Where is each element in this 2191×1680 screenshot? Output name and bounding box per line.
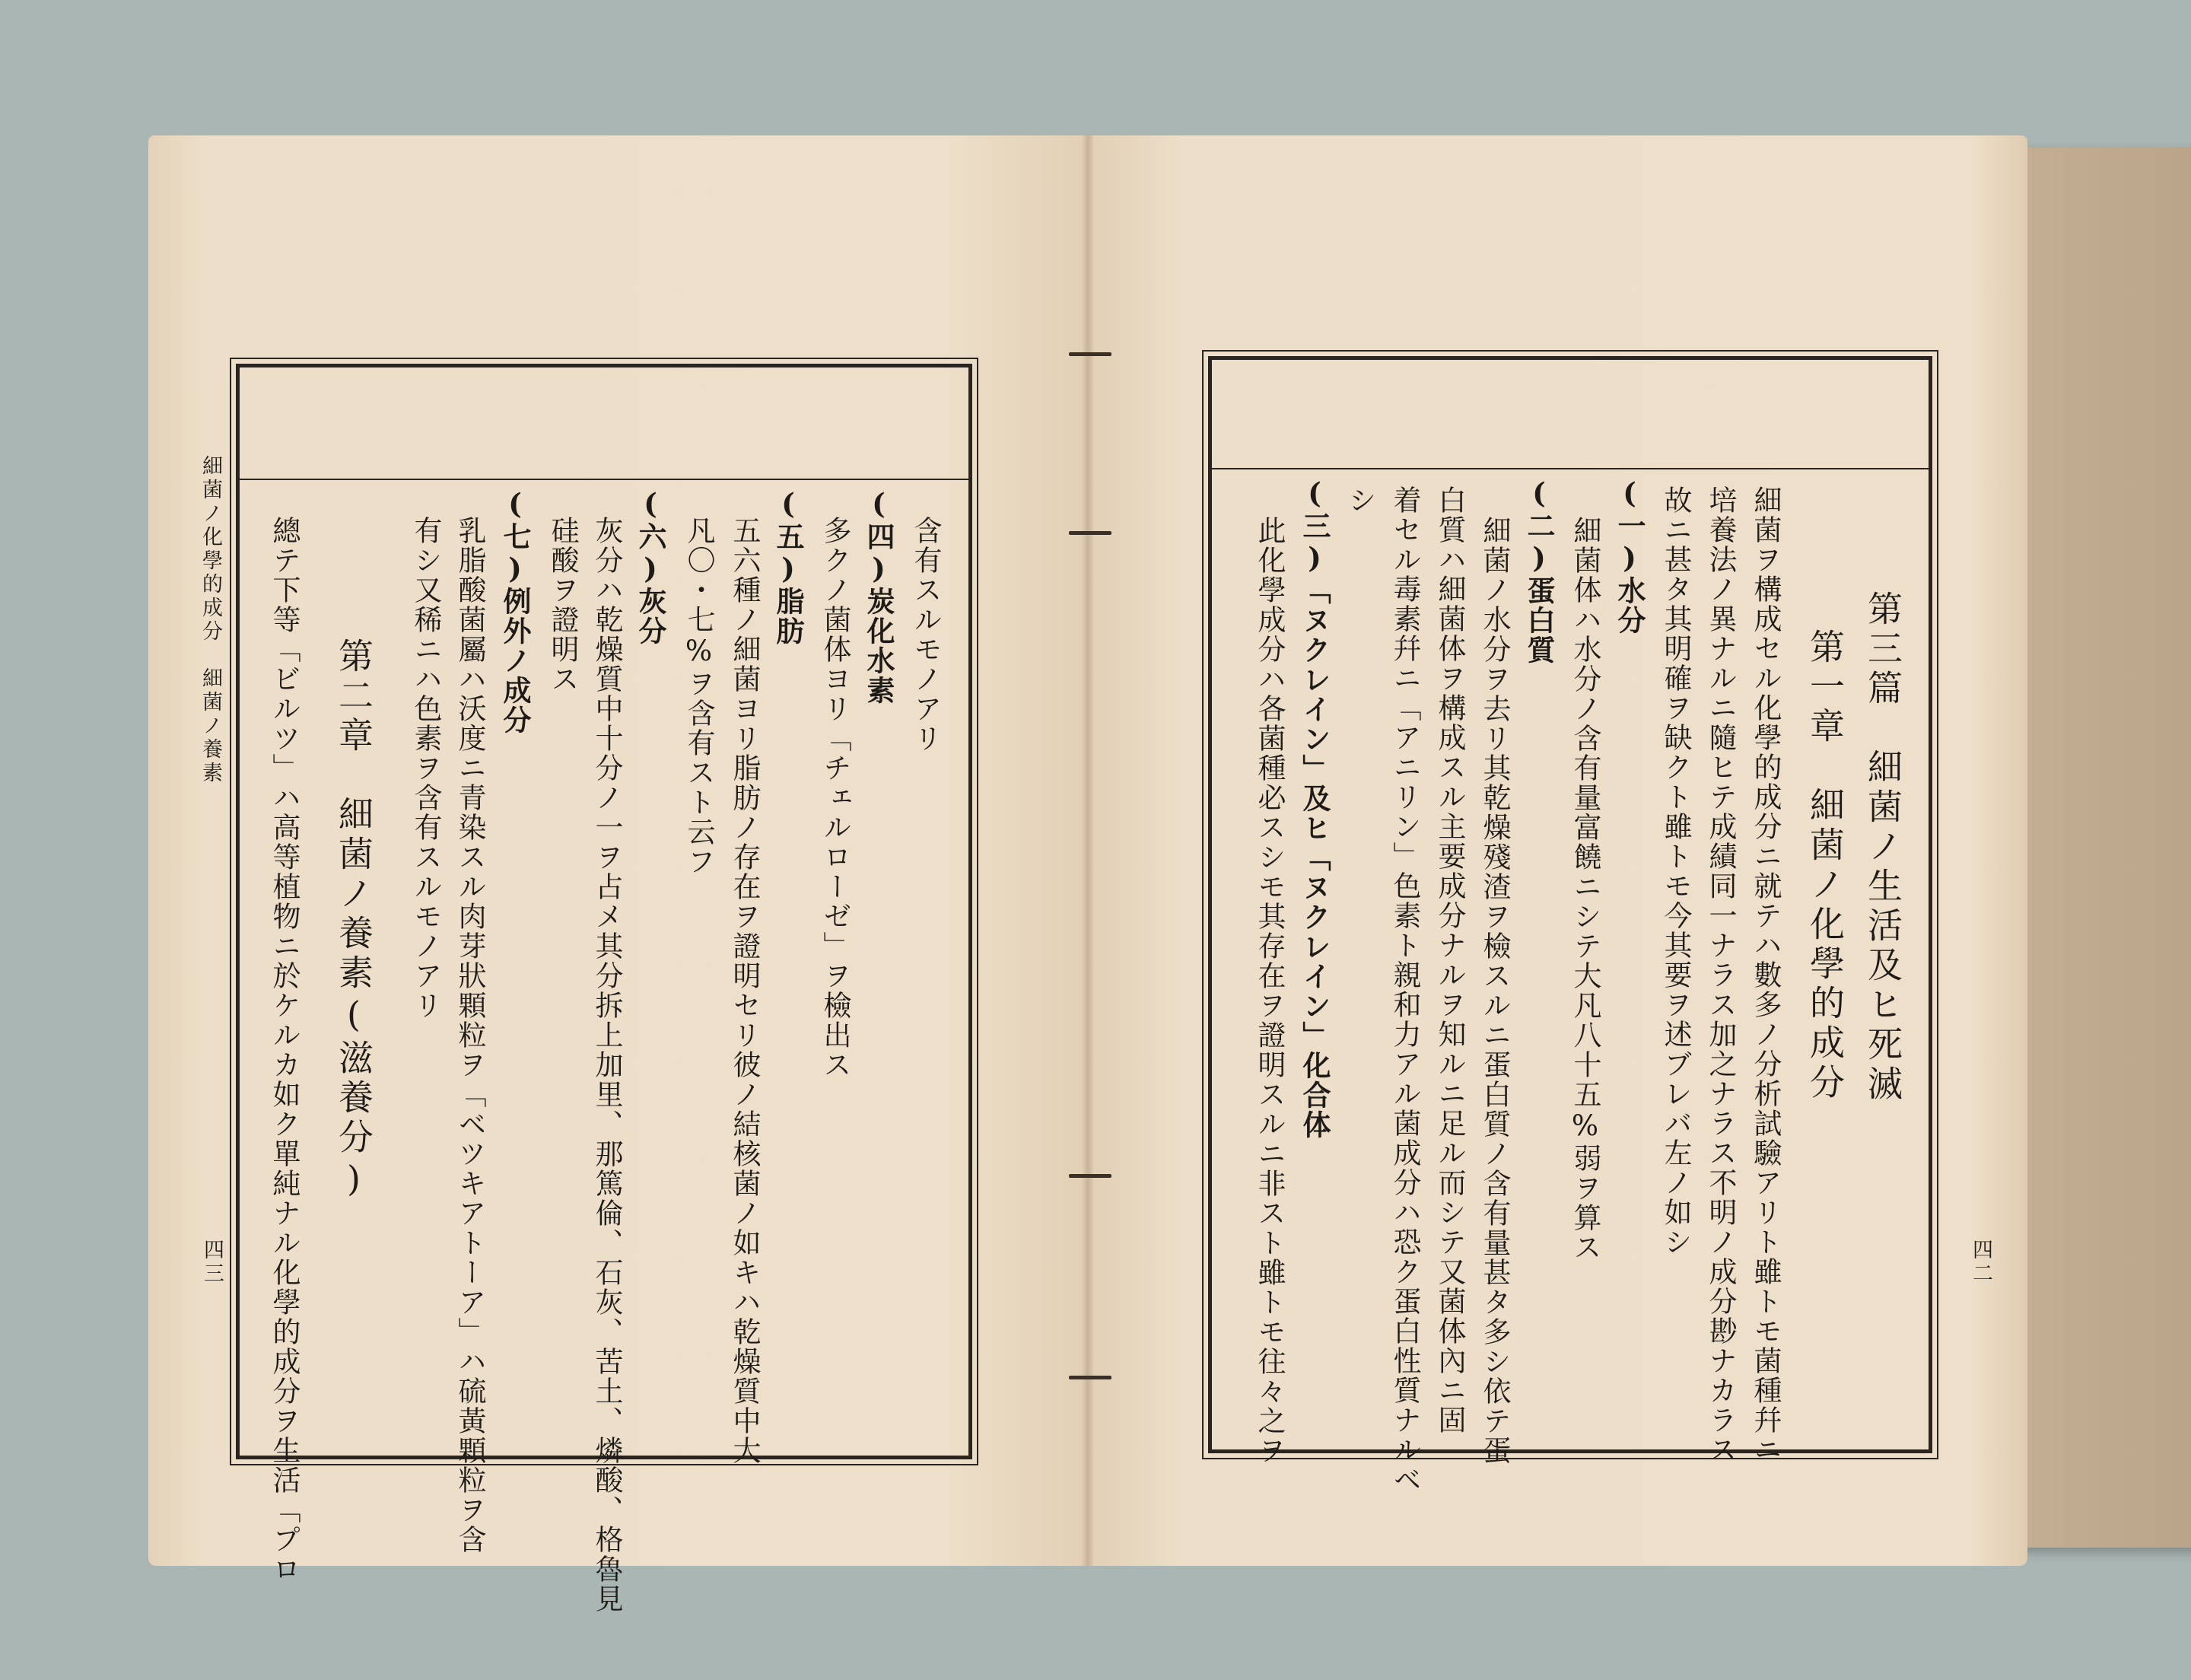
text-column: 乳脂酸菌屬ハ沃度ニ青染スル肉芽狀顆粒ヲ「ベツキアトーア」ハ硫黃顆粒ヲ含 bbox=[453, 516, 486, 1554]
text-column: 灰分ハ乾燥質中十分ノ一ヲ占メ其分拆上加里、那篤倫、石灰、苦土、燐酸、格魯見 bbox=[590, 516, 623, 1614]
section-heading: (三)「ヌクレイン」及ヒ「ヌクレイン」化合体 bbox=[1298, 476, 1331, 1140]
text-column: 含有スルモノアリ bbox=[909, 516, 942, 753]
page-number: 四三 bbox=[200, 1239, 224, 1286]
binding-stitch bbox=[1069, 1174, 1111, 1178]
text-column: 有シ又稀ニハ色素ヲ含有スルモノアリ bbox=[409, 516, 442, 1020]
part-title: 第三篇 細菌ノ生活及ヒ死滅 bbox=[1862, 590, 1903, 1105]
chapter-title: 第一章 細菌ノ化學的成分 bbox=[1805, 628, 1846, 1103]
text-column: 總テ下等「ビルツ」ハ高等植物ニ於ケルカ如ク單純ナル化學的成分ヲ生活「プロ bbox=[268, 516, 301, 1584]
text-column: 細菌ヲ構成セル化學的成分ニ就テハ數多ノ分析試驗アリト雖トモ菌種幷ニ bbox=[1749, 485, 1782, 1465]
binding-stitch bbox=[1069, 352, 1111, 356]
section-heading: (五)脂肪 bbox=[771, 487, 805, 646]
header-rule bbox=[240, 479, 968, 480]
text-column: 故ニ甚タ其明確ヲ缺クト雖トモ今其要ヲ述ブレバ左ノ如シ bbox=[1659, 485, 1692, 1257]
page-number: 四二 bbox=[1969, 1239, 1992, 1286]
text-column: 細菌体ハ水分ノ含有量富饒ニシテ大凡八十五%弱ヲ算ス bbox=[1569, 516, 1601, 1262]
section-heading: (六)灰分 bbox=[634, 487, 667, 646]
text-column: 凡〇・七%ヲ含有スト云フ bbox=[682, 516, 715, 877]
text-column: 着セル毒素幷ニ「アニリン」色素ト親和力アル菌成分ハ恐ク蛋白性質ナルベ bbox=[1388, 485, 1421, 1494]
book-gutter bbox=[1083, 135, 1093, 1566]
section-heading: (四)炭化水素 bbox=[862, 487, 895, 705]
section-heading: (一)水分 bbox=[1613, 476, 1646, 635]
section-heading: (二)蛋白質 bbox=[1522, 476, 1556, 665]
section-heading: (七)例外ノ成分 bbox=[498, 487, 532, 735]
chapter-heading: 第二章 細菌ノ養素(滋養分) bbox=[333, 638, 374, 1204]
binding-stitch bbox=[1069, 531, 1111, 535]
left-page bbox=[148, 135, 1088, 1614]
running-head: 細菌ノ化學的成分 細菌ノ養素 bbox=[199, 455, 222, 785]
text-column: 五六種ノ細菌ヨリ脂肪ノ存在ヲ證明セリ彼ノ結核菌ノ如キハ乾燥質中大 bbox=[728, 516, 761, 1465]
right-page bbox=[1088, 135, 2027, 1566]
text-column: 硅酸ヲ證明ス bbox=[546, 516, 579, 694]
header-rule bbox=[1212, 468, 1929, 469]
text-column: 培養法ノ異ナルニ隨ヒテ成績同一ナラス加之ナラス不明ノ成分尠ナカラス bbox=[1704, 485, 1737, 1465]
binding-stitch bbox=[1069, 1376, 1111, 1379]
text-column: シ bbox=[1344, 485, 1376, 515]
open-book bbox=[148, 135, 2035, 1614]
text-column: 細菌ノ水分ヲ去リ其乾燥殘渣ヲ檢スルニ蛋白質ノ含有量甚タ多シ依テ蛋 bbox=[1478, 516, 1511, 1465]
text-column: 白質ハ細菌体ヲ構成スル主要成分ナルヲ知ルニ足ル而シテ又菌体內ニ固 bbox=[1433, 485, 1466, 1435]
text-column: 此化學成分ハ各菌種必スシモ其存在ヲ證明スルニ非スト雖トモ往々之ヲ bbox=[1253, 516, 1286, 1465]
text-column: 多クノ菌体ヨリ「チェルローゼ」ヲ檢出ス bbox=[819, 516, 851, 1080]
